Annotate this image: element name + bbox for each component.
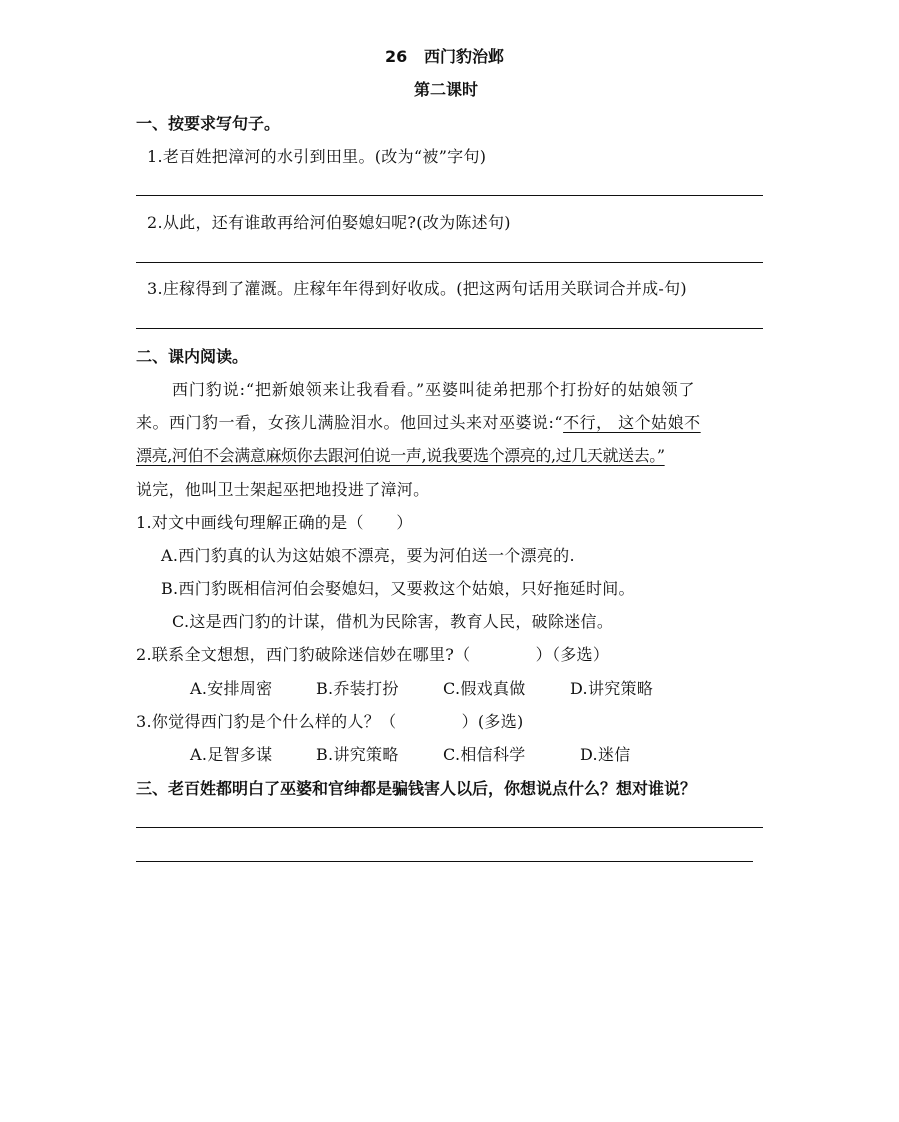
q2-option-c[interactable]: C.假戏真做: [443, 679, 526, 698]
section3-heading: 三、老百姓都明白了巫婆和官绅都是骗钱害人以后，你想说点什么？想对谁说？: [136, 779, 697, 798]
section1-item-3: 3.庄稼得到了灌溉。庄稼年年得到好收成。(把这两句话用关联词合并成-句): [147, 279, 687, 298]
q2-option-b[interactable]: B.乔装打扮: [316, 679, 399, 698]
passage-line-4: 说完，他叫卫士架起巫把地投进了漳河。: [136, 480, 430, 499]
q1-option-c[interactable]: C.这是西门豹的计谋，借机为民除害，教育人民，破除迷信。: [172, 612, 614, 631]
passage-line-2: [136, 410, 701, 433]
lesson-subtitle: 第二课时: [414, 80, 479, 99]
q1-stem: 1.对文中画线句理解正确的是（ ）: [136, 513, 413, 532]
section1-item-1: 1.老百姓把漳河的水引到田里。(改为“被”字句): [147, 147, 487, 166]
passage-line-1: 西门豹说:“把新娘领来让我看看。”巫婆叫徒弟把那个打扮好的姑娘领了: [172, 380, 696, 399]
q2-stem: 2.联系全文想想，西门豹破除迷信妙在哪里?（ ）（多选）: [136, 645, 610, 664]
section1-item-2: 2.从此，还有谁敢再给河伯娶媳妇呢?(改为陈述句): [147, 213, 511, 232]
q1-option-b[interactable]: B.西门豹既相信河伯会娶媳妇，又要救这个姑娘，只好拖延时间。: [161, 579, 635, 598]
passage-line-2-text: 来。西门豹一看，女孩儿满脸泪水。他回过头来对巫婆说:“: [136, 413, 564, 432]
section2-heading: 二、课内阅读。: [136, 347, 249, 366]
q1-option-a[interactable]: A.西门豹真的认为这姑娘不漂亮，要为河伯送一个漂亮的.: [161, 546, 575, 565]
q3-option-a[interactable]: A.足智多谋: [190, 745, 273, 764]
answer-line-2[interactable]: [136, 262, 763, 263]
underlined-sentence-start: 不行， 这个姑娘不: [563, 413, 701, 432]
lesson-title: 26 西门豹治邺: [385, 47, 504, 66]
section1-heading: 一、按要求写句子。: [136, 114, 281, 133]
q3-option-b[interactable]: B.讲究策略: [316, 745, 399, 764]
q2-option-a[interactable]: A.安排周密: [190, 679, 273, 698]
answer-line-4[interactable]: [136, 827, 763, 828]
q3-option-c[interactable]: C.相信科学: [443, 745, 526, 764]
q3-stem: 3.你觉得西门豹是个什么样的人？（ ）(多选): [136, 712, 524, 731]
answer-line-1[interactable]: [136, 195, 763, 196]
answer-line-3[interactable]: [136, 328, 763, 329]
q2-option-d[interactable]: D.讲究策略: [570, 679, 654, 698]
underlined-sentence-end: 漂亮,河伯不会满意麻烦你去跟河伯说一声,说我要选个漂亮的,过几天就送去。”: [136, 446, 665, 465]
answer-line-5[interactable]: [136, 861, 753, 862]
q3-option-d[interactable]: D.迷信: [580, 745, 631, 764]
